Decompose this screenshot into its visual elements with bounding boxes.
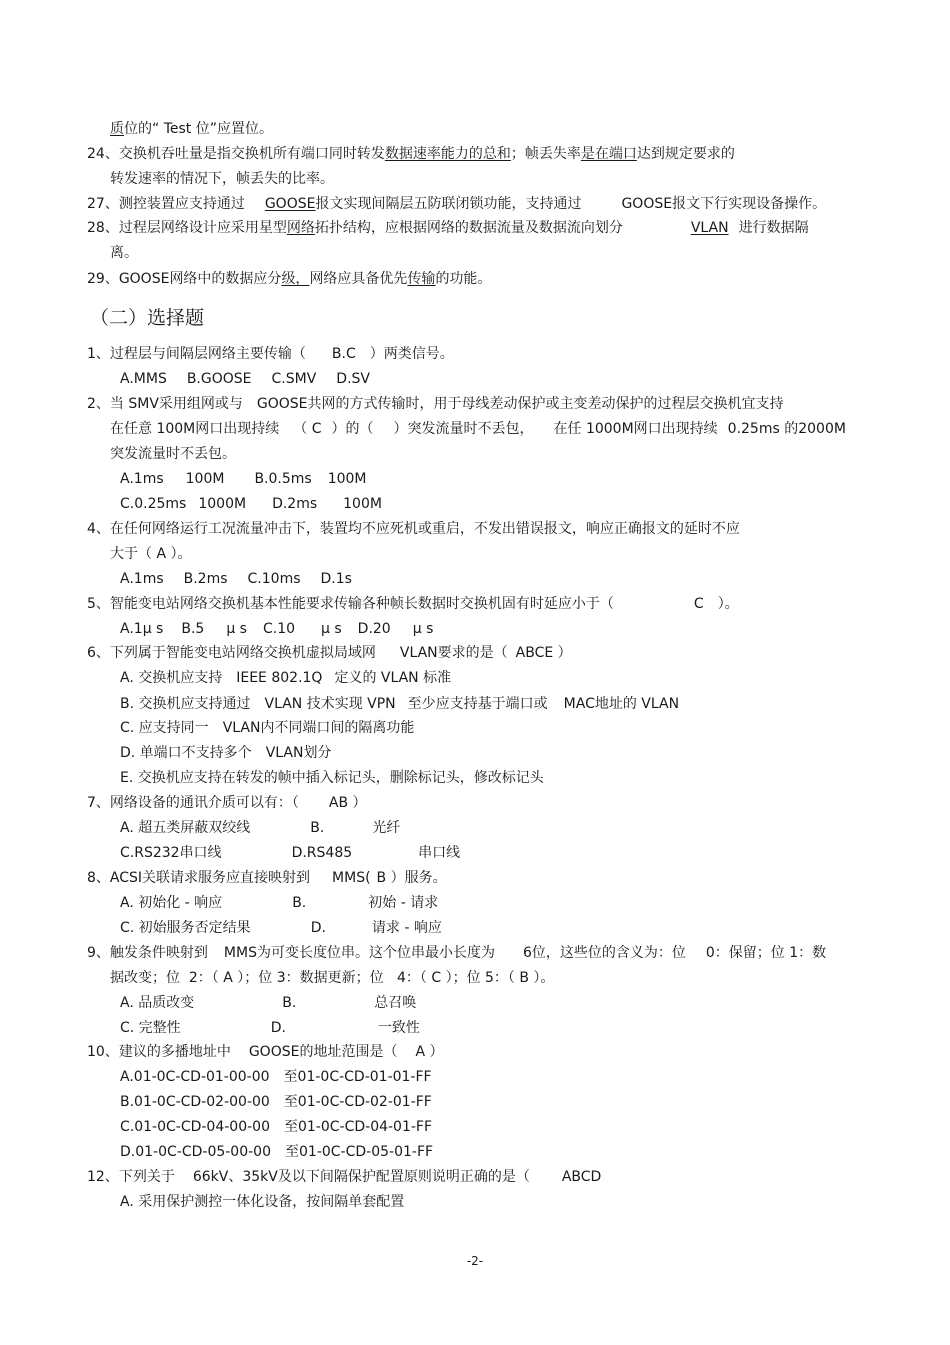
question-5-options: A.1μ s B.5 μ s C.10 μ s D.20 μ s bbox=[120, 621, 434, 637]
fill-line-0: 质位的“ Test 位”应置位。 bbox=[110, 121, 273, 137]
fill-question-27: 27、测控装置应支持通过 GOOSE报文实现间隔层五防联闭锁功能，支持通过 GOOSE报文下行实现设备操作。 bbox=[87, 196, 827, 212]
question-6-option-d: D. 单端口不支持多个 VLAN划分 bbox=[120, 745, 332, 761]
question-4-cont: 大于（ A ）。 bbox=[110, 546, 192, 562]
question-7: 7、网络设备的通讯介质可以有：（ AB ） bbox=[87, 795, 367, 811]
question-6-option-c: C. 应支持同一 VLAN内不同端口间的隔离功能 bbox=[120, 720, 415, 736]
question-7-options-cd: C.RS232串口线 D.RS485 串口线 bbox=[120, 845, 461, 861]
question-8-options-cd: C. 初始服务否定结果 D. 请求 - 响应 bbox=[120, 920, 442, 936]
question-10: 10、建议的多播地址中 GOOSE的地址范围是（ A ） bbox=[87, 1044, 444, 1060]
question-6-option-b: B. 交换机应支持通过 VLAN 技术实现 VPN 至少应支持基于端口或 MAC地址的 VLAN bbox=[120, 696, 680, 712]
question-7-options-ab: A. 超五类屏蔽双绞线 B. 光纤 bbox=[120, 820, 401, 836]
question-8: 8、ACSI关联请求服务应直接映射到 MMS( B ）服务。 bbox=[87, 870, 447, 886]
fill-question-24-cont: 转发速率的情况下，帧丢失的比率。 bbox=[110, 171, 334, 187]
question-6-option-e: E. 交换机应支持在转发的帧中插入标记头，删除标记头，修改标记头 bbox=[120, 770, 544, 786]
question-10-option-a: A.01-0C-CD-01-00-00 至01-0C-CD-01-01-FF bbox=[120, 1069, 432, 1085]
fill-question-24: 24、交换机吞吐量是指交换机所有端口同时转发数据速率能力的总和；帧丢失率是在端口达到规定要求的 bbox=[87, 146, 735, 162]
question-5: 5、智能变电站网络交换机基本性能要求传输各种帧长数据时交换机固有时延应小于（ C ）。 bbox=[87, 596, 739, 612]
question-2-options-ab: A.1ms 100M B.0.5ms 100M bbox=[120, 471, 367, 487]
question-1-options: A.MMS B.GOOSE C.SMV D.SV bbox=[120, 371, 370, 387]
question-6: 6、下列属于智能变电站网络交换机虚拟局域网 VLAN要求的是（ ABCE ） bbox=[87, 645, 572, 661]
question-10-option-c: C.01-0C-CD-04-00-00 至01-0C-CD-04-01-FF bbox=[120, 1119, 433, 1135]
page-number: -2- bbox=[466, 1254, 484, 1268]
question-2-cont-2: 突发流量时不丢包。 bbox=[110, 446, 236, 462]
question-2-options-cd: C.0.25ms 1000M D.2ms 100M bbox=[120, 496, 382, 512]
question-1: 1、过程层与间隔层网络主要传输（ B.C ）两类信号。 bbox=[87, 346, 454, 362]
question-4-options: A.1ms B.2ms C.10ms D.1s bbox=[120, 571, 352, 587]
question-12-option-a: A. 采用保护测控一体化设备，按间隔单套配置 bbox=[120, 1194, 405, 1210]
question-6-option-a: A. 交换机应支持 IEEE 802.1Q 定义的 VLAN 标准 bbox=[120, 670, 452, 686]
question-8-options-ab: A. 初始化 - 响应 B. 初始 - 请求 bbox=[120, 895, 439, 911]
fill-question-28-cont: 离。 bbox=[110, 245, 138, 261]
question-10-option-d: D.01-0C-CD-05-00-00 至01-0C-CD-05-01-FF bbox=[120, 1144, 434, 1160]
question-2-cont: 在任意 100M网口出现持续 （ C ）的（ ）突发流量时不丢包， 在任 1000M网口出现持续 0.25ms 的2000M bbox=[110, 421, 846, 437]
question-10-option-b: B.01-0C-CD-02-00-00 至01-0C-CD-02-01-FF bbox=[120, 1094, 432, 1110]
question-4: 4、在任何网络运行工况流量冲击下，装置均不应死机或重启，不发出错误报文，响应正确报文的延时不应 bbox=[87, 521, 740, 537]
question-2: 2、当 SMV采用组网或与 GOOSE共网的方式传输时，用于母线差动保护或主变差动保护的过程层交换机宜支持 bbox=[87, 396, 784, 412]
question-9-cont: 据改变；位 2：（ A ）；位 3：数据更新；位 4：（ C ）；位 5：（ B ）。 bbox=[110, 970, 555, 986]
question-9-options-ab: A. 品质改变 B. 总召唤 bbox=[120, 995, 417, 1011]
fill-question-29: 29、GOOSE网络中的数据应分级，网络应具备优先传输的功能。 bbox=[87, 271, 492, 287]
section-title-choice: （二）选择题 bbox=[90, 307, 205, 329]
question-9-options-cd: C. 完整性 D. 一致性 bbox=[120, 1020, 420, 1036]
fill-question-28: 28、过程层网络设计应采用星型网络拓扑结构，应根据网络的数据流量及数据流向划分 VLAN 进行数据隔 bbox=[87, 220, 809, 236]
question-12: 12、下列关于 66kV、35kV及以下间隔保护配置原则说明正确的是（ ABCD bbox=[87, 1169, 602, 1185]
question-9: 9、触发条件映射到 MMS为可变长度位串。这个位串最小长度为 6位，这些位的含义为：位 0：保留；位 1：数 bbox=[87, 945, 827, 961]
